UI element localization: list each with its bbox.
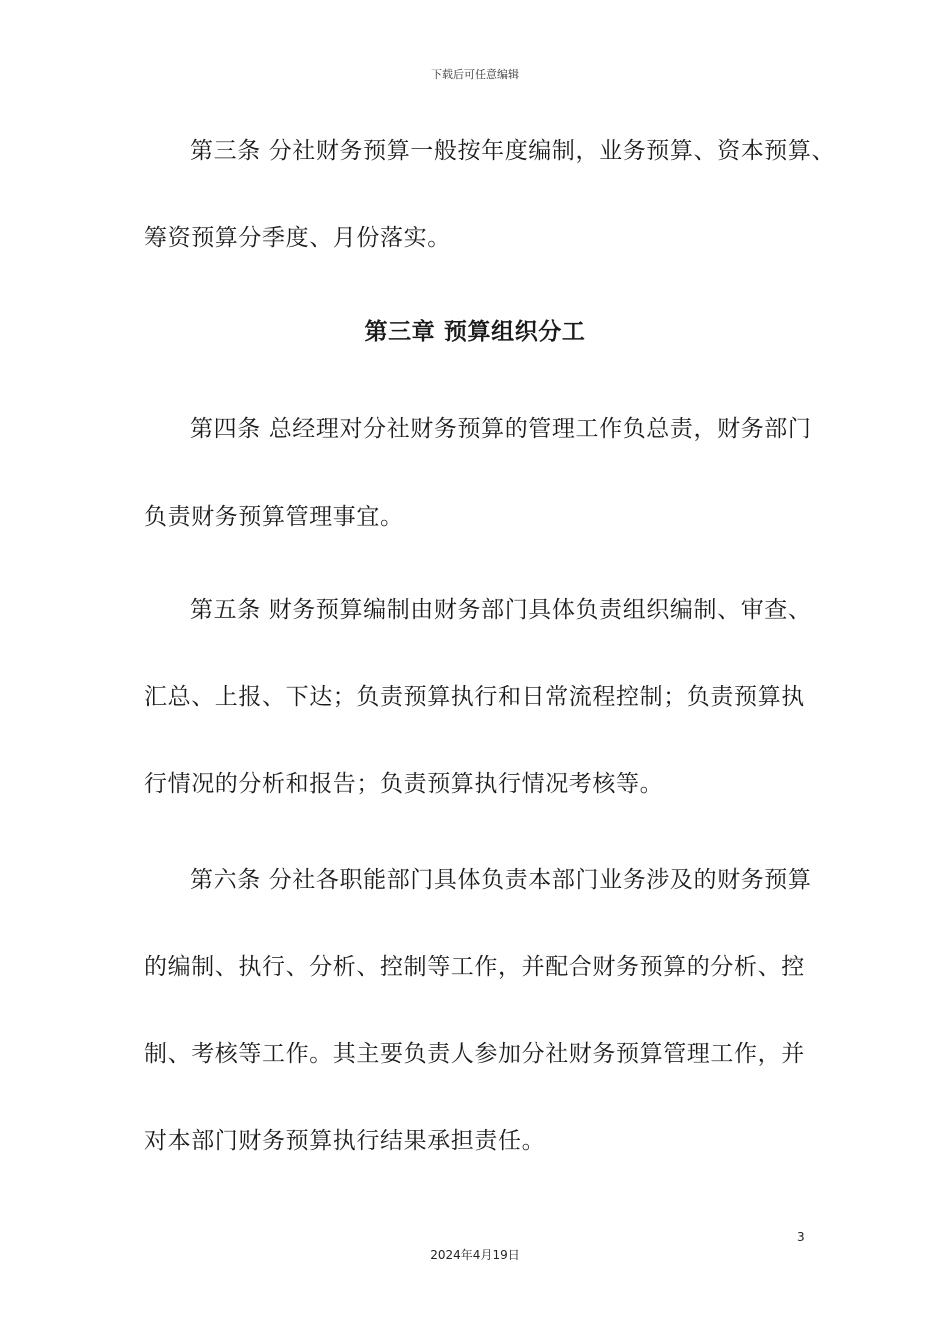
paragraph-line: 筹资预算分季度、月份落实。	[144, 225, 451, 251]
paragraph-line: 第四条 总经理对分社财务预算的管理工作负总责，财务部门	[190, 416, 812, 442]
paragraph-line: 行情况的分析和报告；负责预算执行情况考核等。	[144, 771, 664, 797]
paragraph-line: 负责财务预算管理事宜。	[144, 504, 404, 530]
page-header: 下载后可任意编辑	[431, 68, 519, 81]
paragraph-line: 制、考核等工作。其主要负责人参加分社财务预算管理工作，并	[144, 1041, 805, 1067]
footer-date: 2024年4月19日	[430, 1248, 520, 1262]
paragraph-line: 汇总、上报、下达；负责预算执行和日常流程控制；负责预算执	[144, 684, 805, 710]
paragraph-line: 的编制、执行、分析、控制等工作，并配合财务预算的分析、控	[144, 954, 805, 980]
paragraph-line: 第五条 财务预算编制由财务部门具体负责组织编制、审查、	[190, 597, 812, 623]
paragraph-line: 对本部门财务预算执行结果承担责任。	[144, 1128, 546, 1154]
paragraph-line: 第三条 分社财务预算一般按年度编制，业务预算、资本预算、	[190, 138, 836, 164]
paragraph-line: 第六条 分社各职能部门具体负责本部门业务涉及的财务预算	[190, 867, 812, 893]
page-number: 3	[797, 1230, 805, 1244]
chapter-title: 第三章 预算组织分工	[364, 319, 586, 345]
